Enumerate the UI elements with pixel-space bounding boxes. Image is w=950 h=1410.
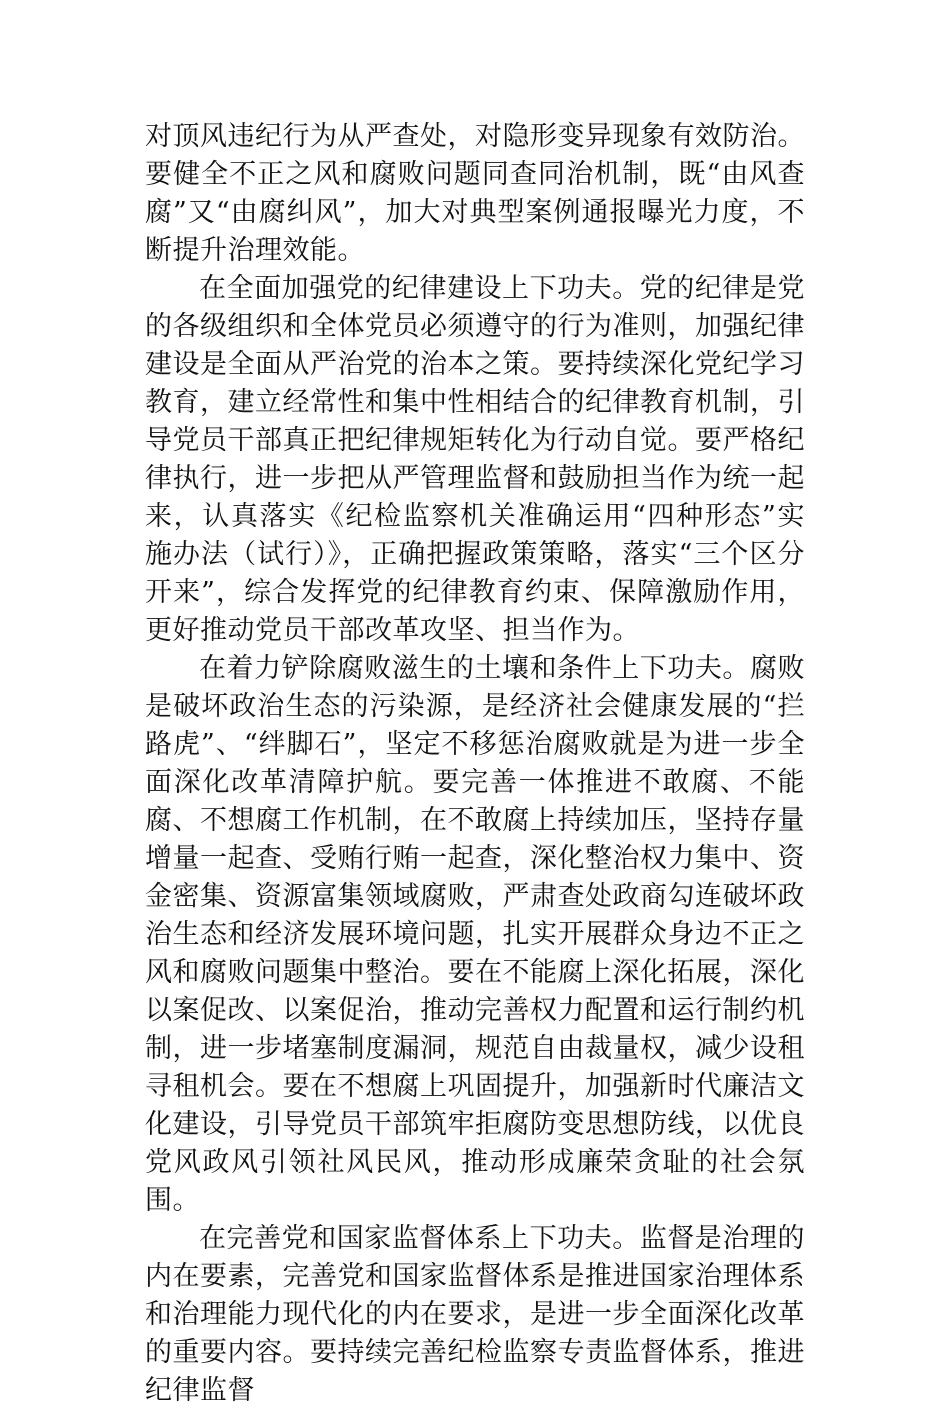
paragraph-continued: 对顶风违纪行为从严查处，对隐形变异现象有效防治。要健全不正之风和腐败问题同查同治机制，既“由风查腐”又“由腐纠风”，加大对典型案例通报曝光力度，不断提升治理效能。 [145,121,805,266]
paragraph-discipline-building: 在全面加强党的纪律建设上下功夫。党的纪律是党的各级组织和全体党员必须遵守的行为准则，加强纪律建设是全面从严治党的治本之策。要持续深化党纪学习教育，建立经常性和集中性相结合的纪律教育机制，引导党员干部真正把纪律规矩转化为行动自觉。要严格纪律执行，进一步把从严管理监督和鼓励担当作为统一起来，认真落实《纪检监察机关准确运用“四种形态”实施办法（试行）》，正确把握政策策略，落实“三个区分开来”，综合发挥党的纪律教育约束、保障激励作用，更好推动党员干部改革攻坚、担当作为。 [145,273,805,646]
paragraph-anti-corruption: 在着力铲除腐败滋生的土壤和条件上下功夫。腐败是破坏政治生态的污染源，是经济社会健康发展的“拦路虎”、“绊脚石”，坚定不移惩治腐败就是为进一步全面深化改革清障护航。要完善一体推进不敢腐、不能腐、不想腐工作机制，在不敢腐上持续加压，坚持存量增量一起查、受贿行贿一起查，深化整治权力集中、资金密集、资源富集领域腐败，严肃查处政商勾连破坏政治生态和经济发展环境问题，扎实开展群众身边不正之风和腐败问题集中整治。要在不能腐上深化拓展，深化以案促改、以案促治，推动完善权力配置和运行制约机制，进一步堵塞制度漏洞，规范自由裁量权，减少设租寻租机会。要在不想腐上巩固提升，加强新时代廉洁文化建设，引导党员干部筑牢拒腐防变思想防线，以优良党风政风引领社风民风，推动形成廉荣贪耻的社会氛围。 [145,653,805,1216]
paragraph-supervision-system: 在完善党和国家监督体系上下功夫。监督是治理的内在要素，完善党和国家监督体系是推进国家治理体系和治理能力现代化的内在要求，是进一步全面深化改革的重要内容。要持续完善纪检监察专责监督体系，推进纪律监督 [145,1223,805,1406]
document-body [145,118,805,1410]
